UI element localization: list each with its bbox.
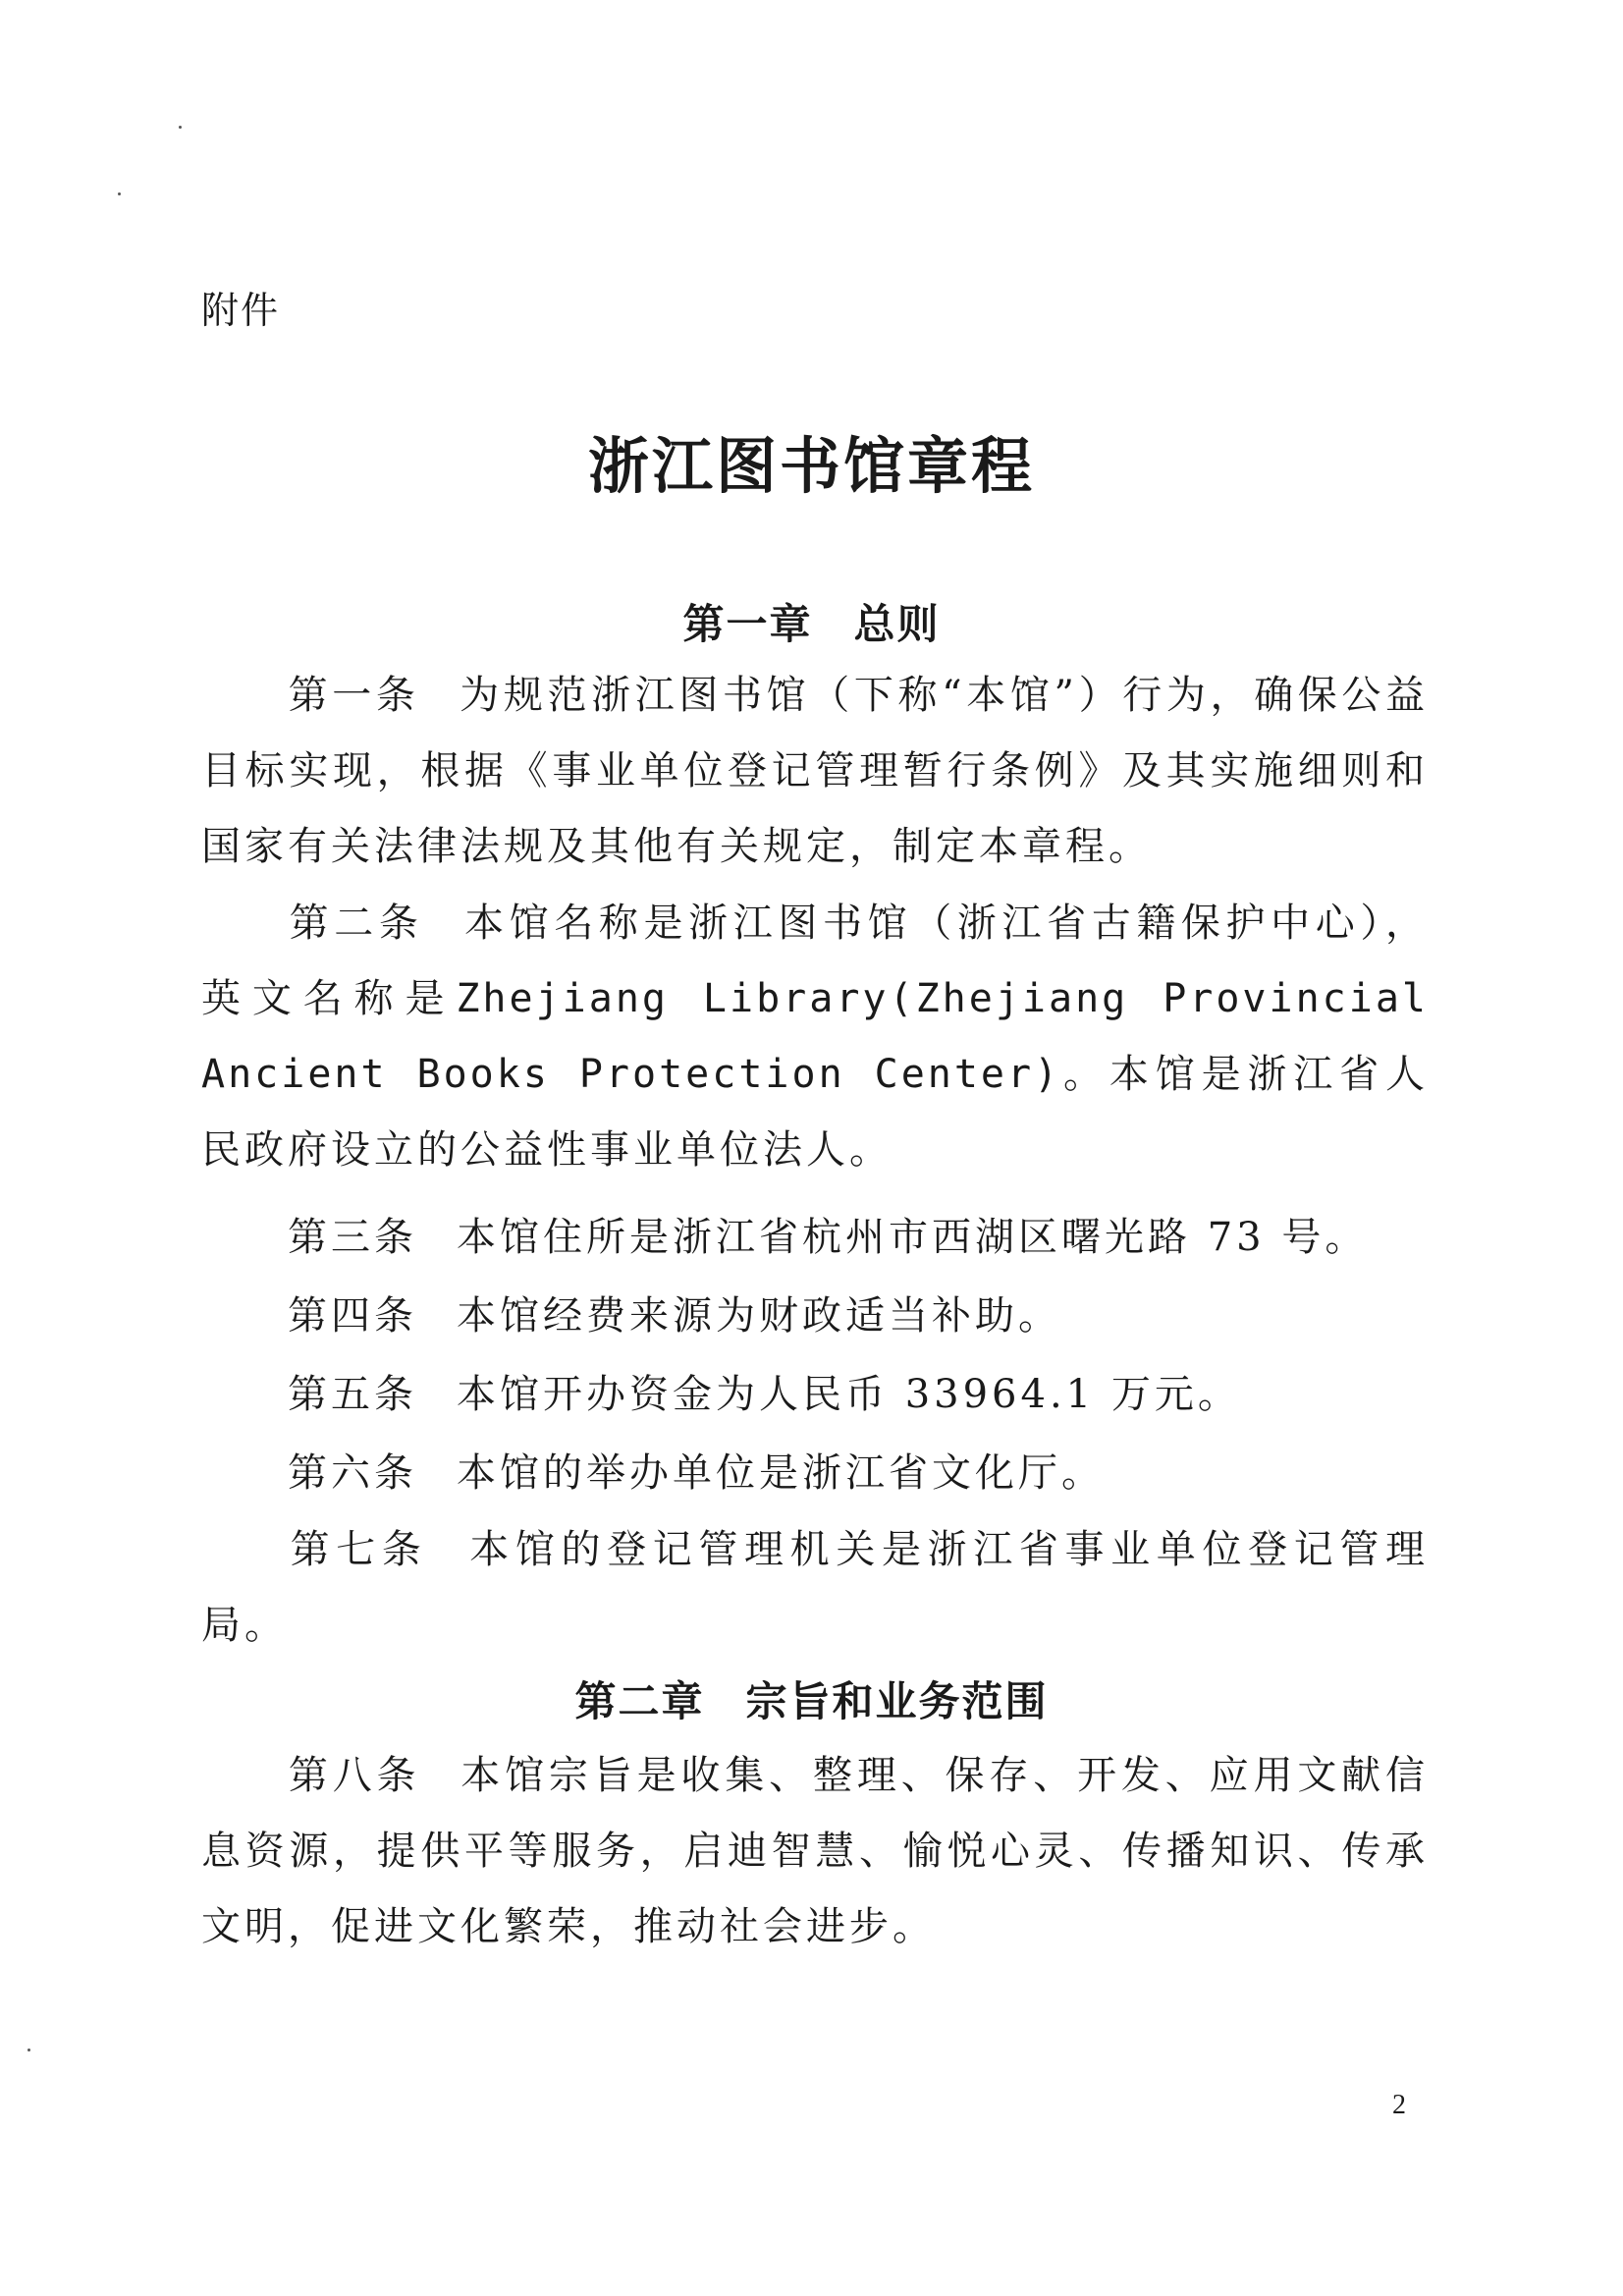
scan-speck <box>27 2049 30 2051</box>
article-number: 第二条 <box>288 901 424 946</box>
article-text: 本馆开办资金为人民币 33964.1 万元。 <box>457 1372 1241 1417</box>
chapter-number: 第一章 <box>682 600 813 648</box>
article-number: 第三条 <box>288 1215 417 1260</box>
chapter-heading <box>0 1669 1623 1728</box>
article-text: 本馆的登记管理机关是浙江省事业单位登记管理局。 <box>201 1527 1430 1648</box>
article-text: 本馆经费来源为财政适当补助。 <box>457 1293 1061 1339</box>
article-text: 本馆的举办单位是浙江省文化厅。 <box>457 1450 1105 1496</box>
article-number: 第七条 <box>288 1527 428 1572</box>
article-paragraph <box>201 1200 1429 1276</box>
english-name: Zhejiang Library(Zhejiang Provincial Ancient Books Protection Center) <box>201 976 1430 1097</box>
article-number: 第六条 <box>288 1450 417 1496</box>
article-paragraph <box>201 658 1429 885</box>
chapter-name: 宗旨和业务范围 <box>745 1677 1049 1725</box>
page-number: 2 <box>1392 2090 1406 2120</box>
article-text: 本馆住所是浙江省杭州市西湖区曙光路 73 号。 <box>457 1215 1369 1260</box>
article-number: 第八条 <box>288 1753 421 1798</box>
article-paragraph <box>201 1512 1429 1664</box>
article-paragraph <box>201 1279 1429 1354</box>
article-text: 本馆名称是浙江图书馆（浙江省古籍保护中心），英文名称是 <box>201 901 1430 1021</box>
article-paragraph <box>201 1436 1429 1511</box>
article-number: 第四条 <box>288 1293 417 1339</box>
article-paragraph <box>201 1357 1429 1433</box>
article-text: 为规范浙江图书馆（下称“本馆”）行为，确保公益目标实现，根据《事业单位登记管理暂行条例》及其实施细则和国家有关法律法规及其他有关规定，制定本章程。 <box>201 673 1430 869</box>
scan-speck <box>118 192 121 195</box>
article-paragraph <box>201 886 1429 1188</box>
scan-speck <box>179 126 182 129</box>
article-text: 本馆宗旨是收集、整理、保存、开发、应用文献信息资源，提供平等服务，启迪智慧、愉悦心灵、传播知识、传承文明，促进文化繁荣，推动社会进步。 <box>201 1753 1430 1949</box>
document-title: 浙江图书馆章程 <box>587 430 1035 502</box>
attachment-label: 附件 <box>201 289 281 332</box>
article-number: 第五条 <box>288 1372 417 1417</box>
chapter-name: 总则 <box>853 600 941 648</box>
chapter-heading <box>0 592 1623 651</box>
article-text: 。本馆是浙江省人民政府设立的公益性事业单位法人。 <box>201 1052 1430 1173</box>
article-number: 第一条 <box>288 673 420 718</box>
article-paragraph <box>201 1738 1429 1965</box>
chapter-number: 第二章 <box>574 1677 705 1725</box>
